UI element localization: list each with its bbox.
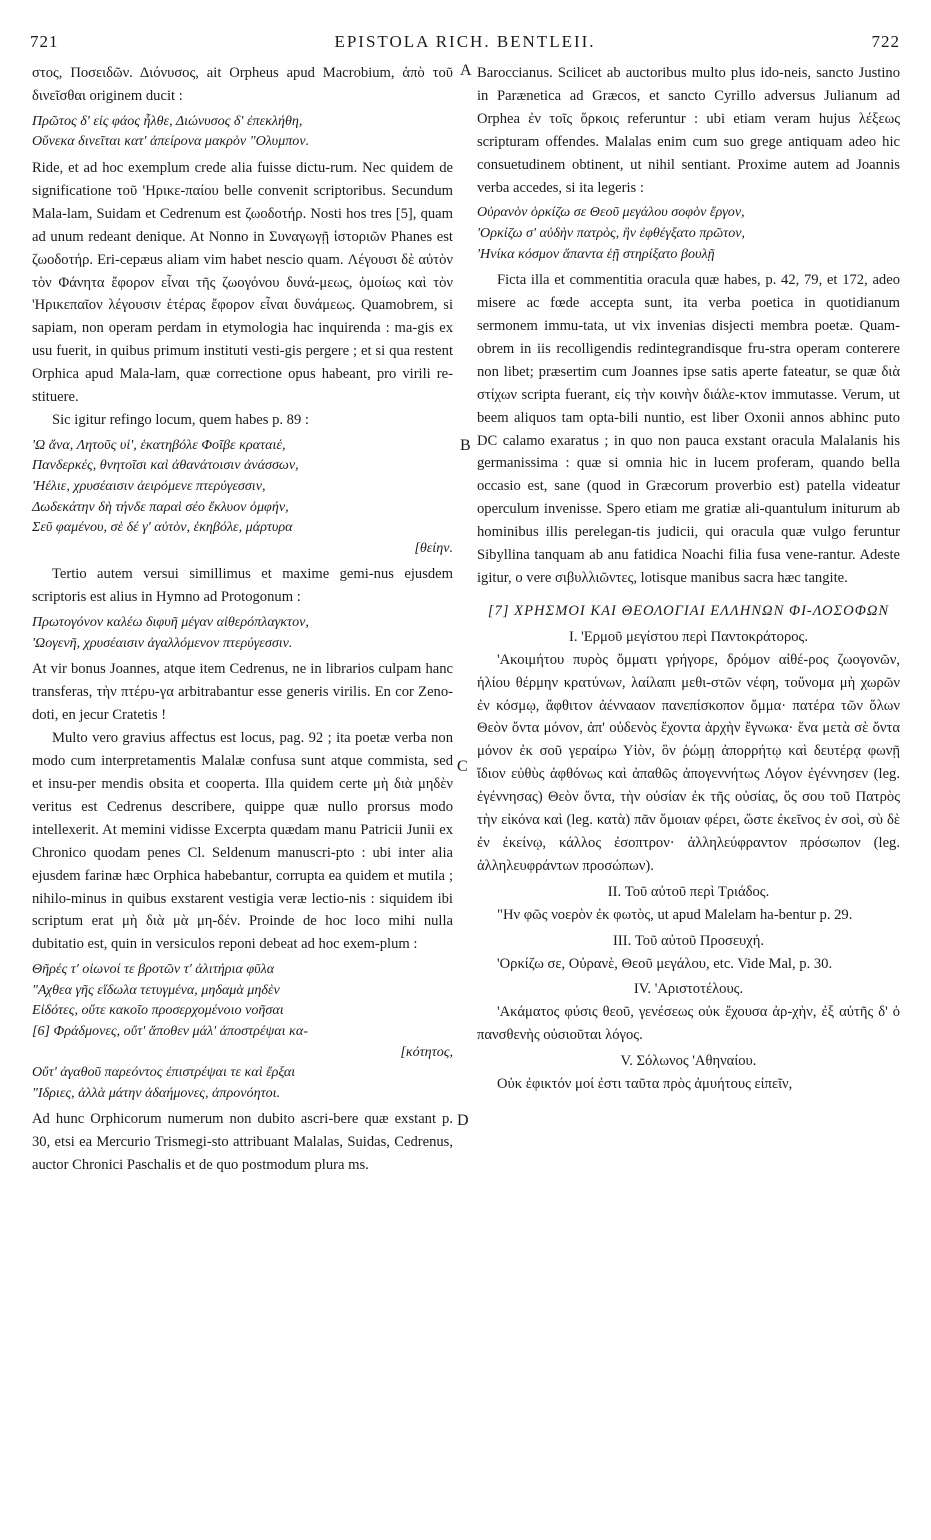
verse-line: Πρῶτος δ' εἰς φάος ἦλθε, Διώνυσος δ' ἐπεκλήθη, xyxy=(32,112,303,129)
left-paragraph-7: Ad hunc Orphicorum numerum non dubito ascri-bere quæ exstant p. 30, etsi ea Mercurio Trismegi-sto attribuant Malalas, Suidas, Cedrenus, auctor Chronici Paschalis et de quo postmodum plura ms. xyxy=(32,1111,453,1174)
verse-line: "Αχθεα γῆς εἴδωλα τετυγμένα, μηδαμὰ μηδὲν xyxy=(32,981,280,998)
verse-line: Οὐρανὸν ὁρκίζω σε Θεοῦ μεγάλου σοφὸν ἔργον, xyxy=(477,204,745,221)
left-column xyxy=(32,62,453,1177)
verse-line: Οὔτ' ἀγαθοῦ παρεόντος ἐπιστρέψαι τε καὶ ἔρξαι xyxy=(32,1064,296,1081)
verse-continuation: [κότητος, xyxy=(400,1043,453,1060)
subheading-3: III. Τοῦ αὐτοῦ Προσευχή. xyxy=(613,932,764,949)
page-number-left: 721 xyxy=(30,32,59,51)
left-verse-3 xyxy=(32,612,453,653)
margin-letter-b: B xyxy=(460,437,471,454)
verse-line: 'Ωογενῆ, χρυσέαισιν ἀγαλλόμενον πτερύγεσσιν. xyxy=(32,634,293,651)
left-verse-2 xyxy=(32,435,453,559)
right-paragraph-2: Ficta illa et commentitia oracula quæ habes, p. 42, 79, et 172, adeo misere ac fœde accepta sunt, ita verba poetica in quotidianum sermonem immu-tata, ut vix invenias disjecti membra poetæ. Quam-obrem in iis recolligendis redintegrandisque fru-stra operam conterere non libet; præsertim cum Joannes ipse satis aperte fateatur, se quæ διὰ στίχων scripta fuerant, εἰς τὴν κοινὴν διάλε-κτον immutasse. Verum, ut beem aliquos tam opta-bili nuntio, est liber Oxonii annos abhinc puto DC calamo exaratus ; in quo non pauca exstant oracula Malalanis his germanissima : quæ si omnia hic in lucem proferam, quando bella occasio est, sane (quod in Græcorum proverbio est) patella videatur operculum invenisse. Spero etiam me gratiæ ali-quantulum initurum ab hominibus illis perelegan-tis judicii, qui oracula quæ vulgo feruntur Sibyllina tanquam ab anu fatidica Noachi filia fusa vene-rantur. Adeste igitur, o vere σιβυλλιῶντες, lotisque manibus sacra hæc tangite. xyxy=(477,272,900,586)
running-title: EPISTOLA RICH. BENTLEII. xyxy=(334,32,596,51)
left-paragraph-2: Ride, et ad hoc exemplum crede alia fuisse dictu-rum. Nec quidem de significatione τοῦ 'Ηρικε-παίου belle convenit scriptoribus. Secundum Mala-lam, Suidam et Cedrenum est ζωοδοτήρ. Nosti hos tres [5], quam ad unum redeant denique. At Nonno in Συναγωγῇ ἱστοριῶν Phanes est ζωοδοτήρ. Eri-cepæus aliam vim habet nescio quam. Λέγουσι δὲ αὐτὸν τὸν Φάνητα ἔφορον εἶναι τῆς ζωογόνου δυνά-μεως, ὁμοίως καὶ τὸν 'Ηρικεπαῖον λέγουσιν ἑτέρας ἔφορον εἶναι δυνάμεως. Quamobrem, si sapiam, non operam perdam in etymologia hac inquirenda : ma-gis ex usu fuerit, in quibus primum instituti vesti-gis pergere ; et si qua restent Orphica apud Mala-lam, quæ correctione opus habeant, pro virili re-stituere. xyxy=(32,160,453,406)
verse-line: Σεῦ φαμένου, σὲ δέ γ' αὐτὸν, ἑκηβόλε, μάρτυρα xyxy=(32,519,293,536)
verse-line: 'Ω ἄνα, Λητοῦς υἱ', ἑκατηβόλε Φοῖβε κραταιέ, xyxy=(32,436,286,453)
left-paragraph-5: At vir bonus Joannes, atque item Cedrenus, ne in librarios culpam hanc transferas, τὴν πτέρυ-γα arbitrabantur esse generis virilis. En cor Zeno-doti, en jecur Cratetis ! xyxy=(32,661,453,724)
verse-line: 'Ηνίκα κόσμον ἅπαντα ἑῇ στηρίξατο βουλῇ xyxy=(477,245,715,262)
section-heading: [7] ΧΡΗΣΜΟΙ ΚΑΙ ΘΕΟΛΟΓΙΑΙ ΕΛΛΗΝΩΝ ΦΙ-ΛΟΣΟΦΩΝ xyxy=(487,602,890,619)
left-verse-4 xyxy=(32,959,453,1103)
verse-line: Οὕνεκα δινεῖται κατ' ἀπείρονα μακρὸν "Ολυμπον. xyxy=(32,133,310,150)
verse-line: Θῆρές τ' οἰωνοί τε βροτῶν τ' ἀλιτήρια φῦλα xyxy=(32,961,275,978)
left-paragraph-3: Sic igitur refingo locum, quem habes p. 89 : xyxy=(52,411,309,428)
right-text-4: 'Ακάματος φύσις θεοῦ, γενέσεως οὐκ ἔχουσα ἀρ-χὴν, ἐξ αὐτῆς δ' ὁ πανσθενὴς οὐσιοῦται λόγος. xyxy=(477,1004,900,1044)
left-paragraph-6: Multo vero gravius affectus est locus, pag. 92 ; ita poetæ verba non modo cum interpretamentis Malalæ confusa sunt atque commista, sed et insu-per mendis obsita et cooperta. Illa quidem certe μὴ διὰ μηδὲν veritus est Cedrenus describere, quippe quæ nullo prorsus modo intellexerit. At memini vidisse Excerpta quædam manu Patricii Junii ex Chronico quodam penes Cl. Seldenum manuscri-pto : ubi inter alia ejusdem farinæ hæc Orphica habebantur, corrupta ea quidem et mutila ; nihilo-minus in quibus exstarent vestigia veræ lectio-nis : siquidem ibi scriptum erat μὴ διὰ μὰ μη-δέν. Proinde de hoc loco mihi nulla dubitatio est, quin in versiculos reponi debeat ad hoc exem-plum : xyxy=(32,730,453,953)
subheading-2: II. Τοῦ αὐτοῦ περὶ Τριάδος. xyxy=(607,883,770,900)
verse-line: 'Ορκίζω σ' αὐδὴν πατρὸς, ἣν ἐφθέγξατο πρῶτον, xyxy=(477,225,746,242)
left-paragraph-1: στος, Ποσειδῶν. Διόνυσος, ait Orpheus apud Macrobium, ἀπὸ τοῦ δινεῖσθαι originem ducit : xyxy=(32,65,453,104)
right-text-5: Οὐκ ἐφικτόν μοί ἐστι ταῦτα πρὸς ἀμυήτους εἰπεῖν, xyxy=(497,1076,793,1093)
right-verse-1 xyxy=(477,202,900,264)
verse-line: 'Ηέλιε, χρυσέαισιν ἀειρόμενε πτερύγεσσιν, xyxy=(32,478,266,495)
verse-line: Πανδερκές, θνητοῖσι καὶ ἀθανάτοισιν ἀνάσσων, xyxy=(32,457,299,474)
right-text-2: "Ην φῶς νοερὸν ἐκ φωτὸς, ut apud Malelam ha-bentur p. 29. xyxy=(497,906,853,923)
verse-line: Εἰδότες, οὔτε κακοῖο προσερχομένοιο νοῆσαι xyxy=(32,1002,284,1019)
subheading-1: I. 'Ερμοῦ μεγίστου περὶ Παντοκράτορος. xyxy=(569,628,808,645)
left-paragraph-4: Tertio autem versui simillimus et maxime gemi-nus ejusdem scriptoris est alius in Hymno ad Protogonum : xyxy=(32,566,453,606)
verse-line: [6] Φράδμονες, οὔτ' ἄποθεν μάλ' ἀποστρέψαι κα- xyxy=(32,1023,308,1039)
verse-line: Δωδεκάτην δὴ τήνδε παραὶ σέο ἔκλυον ὀμφήν, xyxy=(32,498,289,515)
verse-line: "Ιδριες, ἀλλὰ μάτην ἀδαήμονες, ἀπρονόητοι. xyxy=(32,1084,281,1101)
page-number-right: 722 xyxy=(871,32,900,51)
margin-letter-a: A xyxy=(460,62,472,79)
right-paragraph-1: Baroccianus. Scilicet ab auctoribus multo plus ido-neis, sancto Justino in Parænetica ad Græcos, et sancto Cyrillo adversus Julianum ad Orphea ἐν τοῖς ὅρκοις referuntur : ubi etiam veram hujus λέξεως scripturam offendes. Malalas enim cum suo grege antiquam adeo hic consuetudinem obtinent, ut nihil sentiant. Proxime autem ad Joannis verba accedes, si ita legeris : xyxy=(477,65,900,196)
margin-letter-c: C xyxy=(457,758,468,775)
margin-letter-d: D xyxy=(457,1112,469,1129)
page-header xyxy=(30,32,900,58)
left-verse-1 xyxy=(32,111,453,152)
verse-continuation: [θείην. xyxy=(414,539,453,556)
right-text-1: 'Ακοιμήτου πυρὸς ὄμματι γρήγορε, δρόμον αἰθέ-ρος ζωογονῶν, ἡλίου θέρμην κρατύνων, λαίλαπι μεθι-στῶν νέφη, τοὔνομα μὴ χωρῶν ἐν κόσμῳ, ἄφθιτον ἀέννααον πανεπίσκοπον ὄμμα· πατέρα τῶν ὅλων Θεὸν ὄντα μόνον, ἀπ' οὐδενὸς ἔχοντα ἀρχὴν ἔγνωκα· ἕνα μετὰ σὲ ὄντα μόνον ἐκ σοῦ γεραίρω Υἱὸν, ὃν ῥώμῃ ἀπορρήτῳ καὶ δευτέρᾳ φωνῇ ἴδιον εὐθὺς ἀφθόνως καὶ ἀπαθῶς ἀπογεννήτως Λόγον ἐγέννησεν (leg. ἐγέννησας) Θεὸν ὄντα, τὴν οὐσίαν ἐκ τῆς οὐσίας, ὅς σου τοῦ Πατρὸς τὴν εἰκόνα καὶ (leg. κατὰ) πᾶν ὅμοιαν φέρει, ὥστε ἐκεῖνος ἐν σοὶ, σὺ δὲ ἐν ἐκείνῳ, κάλλος ἐσοπτρον· ἀλληλεύφραντον πρόσωπον (leg. ἀλληλευφράντων προσώπων). xyxy=(477,651,900,874)
subheading-5: V. Σόλωνος 'Αθηναίου. xyxy=(620,1053,757,1070)
right-column xyxy=(477,62,900,1096)
subheading-4: IV. 'Αριστοτέλους. xyxy=(633,981,744,998)
verse-line: Πρωτογόνον καλέω διφυῆ μέγαν αἰθερόπλαγκτον, xyxy=(32,614,309,631)
right-text-3: 'Ορκίζω σε, Οὐρανὲ, Θεοῦ μεγάλου, etc. Vide Mal, p. 30. xyxy=(497,955,833,972)
